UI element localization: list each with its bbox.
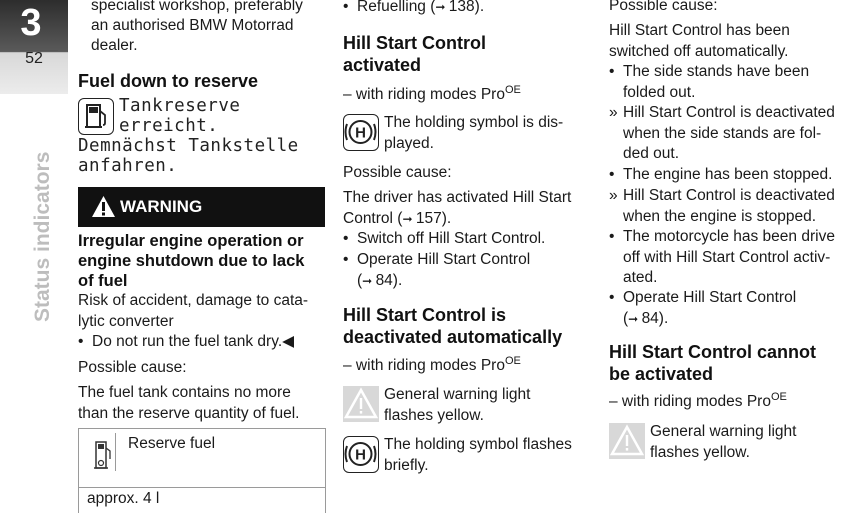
warning-triangle-icon [609,423,645,459]
holding-symbol-text [384,113,594,154]
table-divider [115,433,116,471]
text-line: ated. [623,269,658,286]
text-line: switched off automatically. [609,42,789,60]
warning-light-text [650,422,850,463]
page-reference-arrow-icon: ➞ [402,211,416,226]
text-line: » Hill Start Control is deactivated [623,104,835,121]
hill-start-hold-icon [343,114,379,151]
table-header: Reserve fuel [128,435,216,452]
text-line: General warning light [384,386,531,403]
mode-superscript: OE [504,84,521,96]
text-line: The holding symbol flashes [384,436,572,453]
text-line: played. [384,134,434,152]
text-line: when the engine is stopped. [623,207,817,225]
mode-superscript: OE [504,355,521,367]
text-line: dealer. [91,37,138,54]
drive-off-item [609,227,852,289]
operate-ref: 84). [375,271,403,289]
intro-paragraph [91,0,331,56]
text-line: flashes yellow. [384,406,484,424]
display-text-continued [78,136,299,176]
heading-line: activated [343,55,422,75]
text-line: than the reserve quantity of fuel. [78,404,300,422]
text-line: when the side stands are fol- [623,124,822,142]
text-line: • Operate Hill Start Control [357,251,531,268]
text-line: engine shutdown due to lack [78,252,305,270]
svg-text:H: H [355,124,366,142]
fuel-pump-icon [78,98,114,135]
text-line: Hill Start Control has been [609,22,790,39]
text-line: of fuel [78,272,128,290]
display-line: Demnächst Tankstelle [78,136,299,156]
cause-text [343,188,595,229]
heading-line: Hill Start Control is [343,305,507,325]
reserve-fuel-table [78,428,326,513]
heading-line: be activated [609,364,714,384]
heading-line: Hill Start Control cannot [609,342,816,362]
side-stand-result [609,103,852,165]
table-value: approx. 4 l [87,490,160,507]
possible-cause-label: Possible cause: [609,0,718,14]
text-line: briefly. [384,456,429,474]
text-line [343,209,595,230]
heading-line: deactivated automatically [343,327,563,347]
operate-item [609,288,852,329]
text-line: lytic converter [78,312,174,330]
refuel-ref: 138). [448,0,485,15]
operate-ref: 84). [641,309,669,327]
possible-cause-label: Possible cause: [78,359,187,376]
text-line: General warning light [650,423,797,440]
cause-text-part: Control ( [343,209,403,227]
warning-banner [78,187,325,227]
table-row-separator [79,487,325,488]
text-line: off with Hill Start Control activ- [623,248,831,266]
section-side-title: Status indicators [31,151,54,322]
svg-text:H: H [355,446,366,464]
hill-start-hold-icon [343,436,379,473]
display-text [119,96,240,136]
heading-line: Hill Start Control [343,33,486,53]
text-line: Irregular engine operation or [78,232,304,250]
cause-ref: 157). [415,209,452,227]
text-line: Risk of accident, damage to cata- [78,292,309,309]
hsc-cannot-activate-heading [609,341,852,385]
switch-off-item: • Switch off Hill Start Control. [343,229,593,250]
auto-switch-off-text [609,21,852,62]
chapter-number: 3 [20,2,42,44]
page-reference-arrow-icon: ➞ [362,273,376,288]
operate-item [343,250,593,291]
display-line: erreicht. [119,116,219,136]
refuel-item [343,0,593,18]
text-line: an authorised BMW Motorrad [91,17,294,34]
riding-mode-note [343,351,521,377]
text-line: The driver has activated Hill Start [343,189,572,206]
cause-text [78,383,328,424]
warning-triangle-icon [343,386,379,422]
riding-mode-note [609,387,787,413]
display-line: Tankreserve [119,96,241,116]
mode-text: – with riding modes Pro [609,393,771,411]
riding-mode-note [343,80,521,106]
warning-light-text [384,385,594,426]
text-line: • The side stands have been [623,63,810,80]
text-line: (➞ 84). [623,309,669,327]
possible-cause-label: Possible cause: [343,164,452,181]
text-line: The holding symbol is dis- [384,114,564,131]
engine-stopped-item: • The engine has been stopped. [609,165,852,186]
fuel-pump-icon [93,439,113,473]
warning-heading [78,231,328,291]
engine-stopped-result [609,186,852,227]
text-line: specialist workshop, preferably [91,0,303,14]
mode-text: – with riding modes Pro [343,357,505,375]
page-reference-arrow-icon: ➞ [628,311,642,326]
hsc-activated-heading [343,32,593,76]
text-line: ded out. [623,145,680,162]
page-number: 52 [25,50,43,67]
page-reference-arrow-icon: ➞ [435,0,449,14]
side-stand-item [609,62,852,103]
text-line: » Hill Start Control is deactivated [623,187,835,204]
text-line: • Operate Hill Start Control [623,289,797,306]
instruction-item: • Do not run the fuel tank dry.◀ [78,332,328,353]
display-line: anfahren. [78,156,178,176]
text-line: • The motorcycle has been drive [623,228,835,245]
hsc-deactivated-heading [343,304,595,348]
text-line: flashes yellow. [650,443,750,461]
text-line: The fuel tank contains no more [78,384,291,401]
warning-label: WARNING [120,197,203,216]
mode-superscript: OE [770,391,787,403]
text-line: (➞ 84). [357,271,403,289]
chapter-tab [0,0,68,94]
fuel-reserve-heading: Fuel down to reserve [78,71,259,91]
risk-text [78,291,328,332]
warning-triangle-icon [91,195,116,218]
text-line: folded out. [623,83,696,101]
refuel-text: Refuelling ( [357,0,436,15]
mode-text: – with riding modes Pro [343,86,505,104]
holding-symbol-flash-text [384,435,599,476]
